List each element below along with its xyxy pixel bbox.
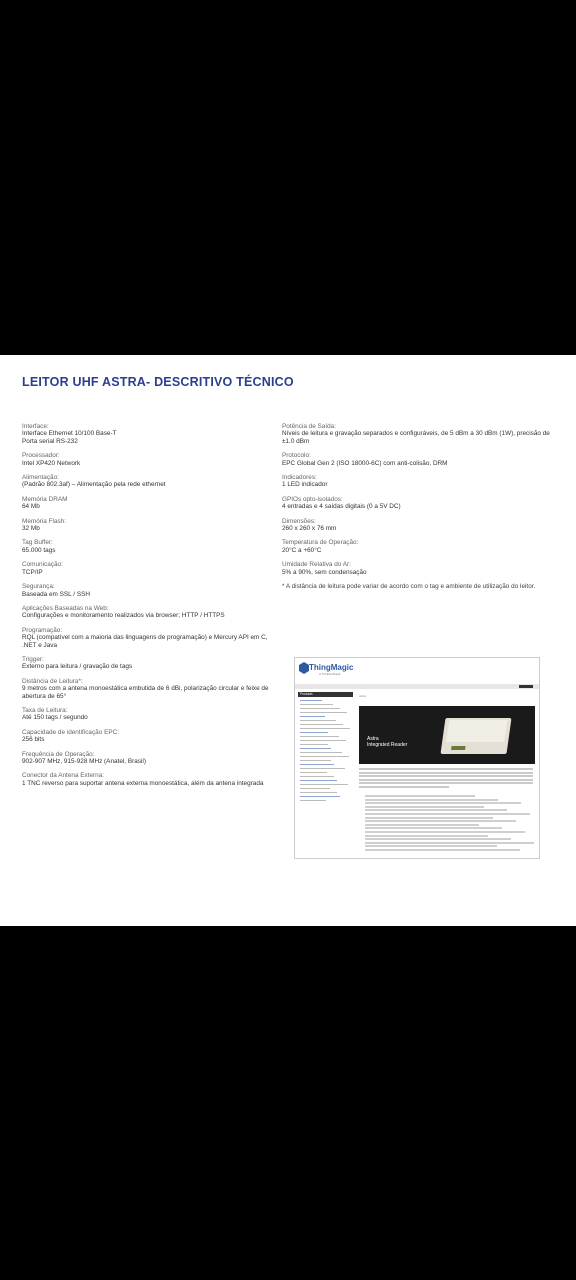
web-text-line — [359, 775, 533, 777]
web-header — [295, 658, 539, 684]
spec-value: 5% a 90%, sem condensação — [282, 568, 367, 576]
web-bullet-line — [365, 813, 530, 815]
spec-label: Programação: — [22, 626, 63, 634]
spec-label: Tag Buffer: — [22, 539, 53, 547]
spec-item — [22, 627, 272, 649]
web-sidebar-line — [300, 700, 322, 702]
left-spec-column — [22, 423, 272, 794]
web-sidebar-line — [300, 708, 340, 710]
web-sidebar-line — [300, 756, 349, 758]
spec-label: Processador: — [22, 452, 60, 460]
web-sidebar-line — [300, 768, 345, 770]
spec-label: Umidade Relativa do Ar: — [282, 561, 351, 569]
spec-item — [282, 561, 557, 576]
spec-value: RQL (compatível com a maioria das linguagens de programação) e Mercury API em C, .NET e Java — [22, 634, 268, 649]
spec-value: (Padrão 802.3af) – Alimentação pela rede ethernet — [22, 481, 166, 489]
spec-value: 256 bits — [22, 736, 45, 744]
spec-label: GPIOs opto-isolados: — [282, 495, 343, 503]
spec-value: Até 150 tags / segundo — [22, 714, 88, 722]
web-text-line — [359, 772, 533, 774]
spec-value: Níveis de leitura e gravação separados e configuráveis, de 5 dBm a 30 dBm (1W), precisão de ±1.0 dBm — [282, 430, 550, 445]
web-text-line — [359, 779, 533, 781]
web-sidebar-line — [300, 792, 337, 794]
web-sidebar-line — [300, 720, 336, 722]
spec-label: Aplicações Baseadas na Web: — [22, 604, 109, 612]
web-sidebar-line — [300, 764, 334, 766]
web-sidebar-line — [300, 736, 339, 738]
spec-value: 4 entradas e 4 saídas digitais (0 a 5V DC) — [282, 503, 401, 511]
spec-label: Interface: — [22, 423, 49, 430]
spec-label: Distância de Leitura*: — [22, 677, 83, 685]
web-sidebar — [298, 692, 353, 852]
spec-value: Intel XP420 Network — [22, 459, 81, 467]
hero-title-line-1: Astra — [367, 736, 379, 742]
web-bullet-line — [365, 824, 479, 826]
footnote: * A distância de leitura pode variar de acordo com o tag e ambiente de utilização do leitor. — [282, 583, 536, 591]
web-hero-banner — [359, 706, 535, 764]
web-bullet-line — [365, 827, 502, 829]
web-bullet-line — [365, 799, 498, 801]
spec-label: Dimensões: — [282, 517, 316, 525]
web-bullet-line — [365, 845, 497, 847]
web-search-button — [519, 685, 533, 688]
spec-item — [282, 452, 557, 467]
web-hero-title — [367, 736, 407, 748]
spec-item — [22, 423, 272, 445]
right-spec-column — [282, 423, 557, 591]
spec-value: 32 Mb — [22, 525, 40, 533]
web-bullet-line — [365, 817, 493, 819]
spec-item — [22, 518, 272, 533]
web-sidebar-line — [300, 800, 326, 802]
web-sidebar-line — [300, 776, 334, 778]
web-sidebar-line — [300, 704, 333, 706]
spec-item — [282, 474, 557, 489]
web-text-line — [359, 786, 449, 788]
web-text-line — [359, 768, 533, 770]
spec-item — [22, 583, 272, 598]
spec-item — [22, 539, 272, 554]
web-logo: ThingMagic — [309, 663, 354, 672]
web-bullet-line — [365, 835, 488, 837]
spec-item — [22, 561, 272, 576]
web-sidebar-line — [300, 728, 350, 730]
spec-value: Externo para leitura / gravação de tags — [22, 663, 133, 671]
web-logo-subtitle: A Trimble Brand — [319, 672, 341, 676]
web-sidebar-line — [300, 724, 343, 726]
web-sidebar-line — [300, 772, 327, 774]
spec-item — [22, 751, 272, 766]
spec-value: 1 LED indicador — [282, 481, 328, 489]
web-sidebar-line — [300, 732, 328, 734]
web-nav-bar — [295, 684, 539, 689]
spec-item — [22, 656, 272, 671]
spec-label: Capacidade de identificação EPC: — [22, 728, 119, 736]
spec-label: Memória Flash: — [22, 517, 67, 525]
web-bullet-line — [365, 849, 520, 851]
spec-item — [282, 518, 557, 533]
spec-label: Taxa de Leitura: — [22, 706, 68, 714]
web-sidebar-line — [300, 716, 325, 718]
web-bullet-line — [365, 831, 525, 833]
spec-value: TCP/IP — [22, 568, 43, 576]
web-sidebar-line — [300, 784, 348, 786]
spec-item — [22, 605, 272, 620]
web-bullet-line — [365, 806, 484, 808]
web-bullet-line — [365, 842, 534, 844]
spec-value: 64 Mb — [22, 503, 40, 511]
spec-label: Frequência de Operação: — [22, 750, 95, 758]
spec-value: 9 metros com a antena monoestática embutida de 6 dBi, polarização circular e feixe de abertura de 65° — [22, 685, 269, 700]
spec-item — [22, 707, 272, 722]
spec-label: Trigger: — [22, 655, 44, 663]
reader-device-image — [440, 718, 511, 754]
spec-label: Comunicação: — [22, 561, 63, 569]
spec-label: Potência de Saída: — [282, 423, 337, 430]
spec-item — [22, 452, 272, 467]
hero-title-line-2: Integrated Reader — [367, 742, 408, 748]
spec-label: Protocolo: — [282, 452, 311, 460]
spec-label: Memória DRAM — [22, 495, 68, 503]
product-web-page-screenshot — [294, 657, 540, 859]
spec-value: Configurações e monitoramento realizados via browser; HTTP / HTTPS — [22, 612, 225, 620]
spec-value: Interface Ethernet 10/100 Base-T Porta serial RS-232 — [22, 430, 117, 445]
web-bullet-line — [365, 802, 521, 804]
spec-value: 1 TNC reverso para suportar antena externa monoestática, além da antena integrada — [22, 779, 264, 787]
spec-label: Segurança: — [22, 583, 55, 591]
web-sidebar-line — [300, 712, 347, 714]
spec-value: 260 x 260 x 76 mm — [282, 525, 337, 533]
logo-icon — [299, 662, 309, 674]
spec-item — [22, 729, 272, 744]
web-sidebar-line — [300, 760, 331, 762]
spec-value: 20°C a +60°C — [282, 546, 322, 554]
spec-label: Alimentação: — [22, 474, 59, 482]
spec-value: 65.000 tags — [22, 546, 56, 554]
web-sidebar-line — [300, 796, 340, 798]
web-bullet-line — [365, 820, 516, 822]
spec-item — [282, 539, 557, 554]
spec-label: Conector da Antena Externa: — [22, 772, 105, 780]
spec-label: Indicadores: — [282, 474, 317, 482]
web-sidebar-line — [300, 752, 342, 754]
web-sidebar-line — [300, 788, 330, 790]
page-title: LEITOR UHF ASTRA- DESCRITIVO TÉCNICO — [22, 375, 294, 389]
web-breadcrumb: Astra — [359, 694, 367, 698]
web-sidebar-line — [300, 740, 346, 742]
spec-label: Temperatura de Operação: — [282, 539, 359, 547]
spec-item — [22, 496, 272, 511]
web-bullet-line — [365, 838, 511, 840]
web-sidebar-line — [300, 744, 328, 746]
spec-item — [282, 423, 557, 445]
web-bullet-line — [365, 809, 507, 811]
web-sidebar-line — [300, 748, 331, 750]
spec-item — [22, 678, 272, 700]
web-text-line — [359, 782, 533, 784]
spec-value: 902-907 MHz, 915-928 MHz (Anatel, Brasil) — [22, 758, 146, 765]
spec-item — [22, 474, 272, 489]
spec-item — [22, 772, 272, 787]
web-sidebar-line — [300, 780, 337, 782]
web-bullet-line — [365, 795, 475, 797]
web-sidebar-heading: Products — [298, 692, 353, 697]
spec-value: EPC Global Gen 2 (ISO 18000-6C) com anti-colisão, DRM — [282, 459, 448, 467]
spec-value: Baseada em SSL / SSH — [22, 590, 90, 598]
document-page — [0, 355, 576, 926]
spec-item — [282, 496, 557, 511]
